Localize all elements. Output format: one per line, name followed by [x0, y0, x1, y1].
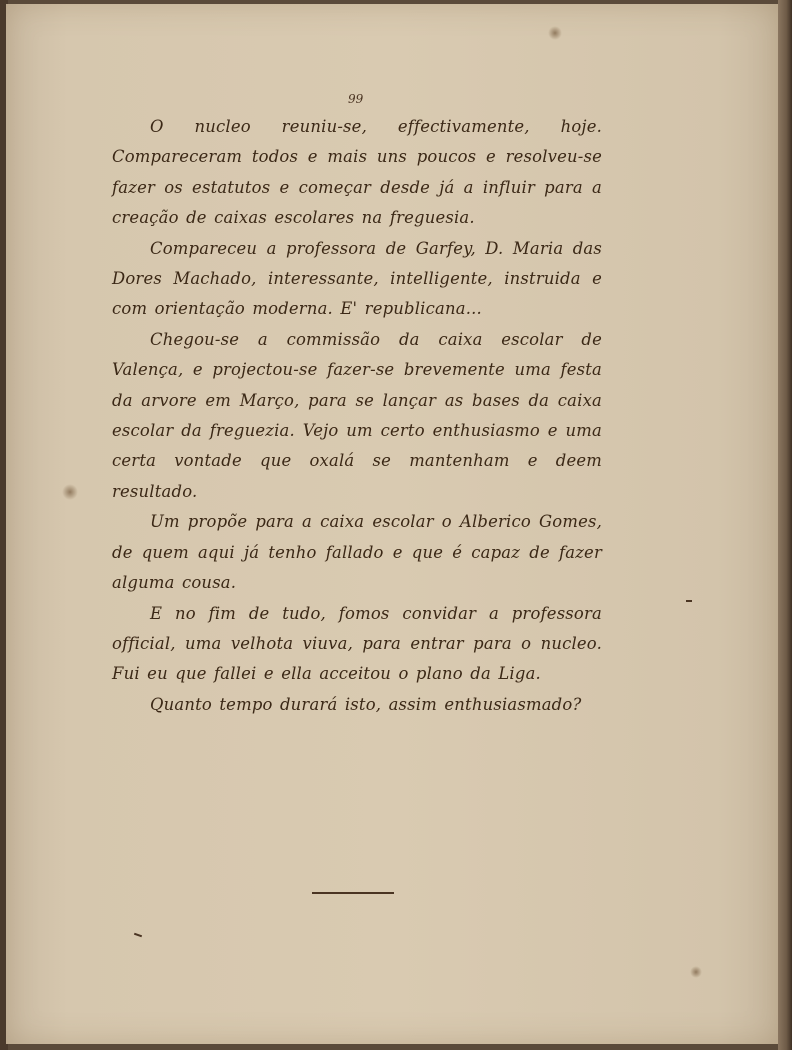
ink-spot: [62, 484, 78, 500]
closing-rule: [312, 892, 394, 894]
paragraph: E no fim de tudo, fomos convidar a professora official, uma velhota viuva, para entrar para o nucleo. Fui eu que fallei e ella acceitou o plano da Liga.: [112, 603, 602, 684]
paragraph: Quanto tempo durará isto, assim enthusiasmado?: [150, 694, 582, 714]
handwritten-text: [112, 112, 602, 720]
page-number: 99: [348, 92, 364, 106]
paragraph: Compareceu a professora de Garfey, D. Maria das Dores Machado, interessante, intelligente, instruida e com orientação moderna. E' republicana...: [112, 238, 602, 319]
pen-mark: [134, 933, 142, 938]
paragraph: O nucleo reuniu-se, effectivamente, hoje. Compareceram todos e mais uns poucos e resolveu-se fazer os estatutos e começar desde já a influir para a creação de caixas escolares na freguesia.: [112, 117, 602, 228]
paragraph: Um propõe para a caixa escolar o Alberico Gomes, de quem aqui já tenho fallado e que é capaz de fazer alguma cousa.: [112, 512, 602, 593]
ink-spot: [548, 26, 562, 40]
paragraph: Chegou-se a commissão da caixa escolar de Valença, e projectou-se fazer-se brevemente uma festa da arvore em Março, para se lançar as bases da caixa escolar da freguezia. Vejo um certo enthusiasmo e uma certa vontade que oxalá se mantenham e deem resultado.: [112, 329, 602, 501]
ink-spot: [690, 966, 702, 978]
pen-mark: [686, 600, 692, 602]
page-edge: [778, 0, 792, 1050]
